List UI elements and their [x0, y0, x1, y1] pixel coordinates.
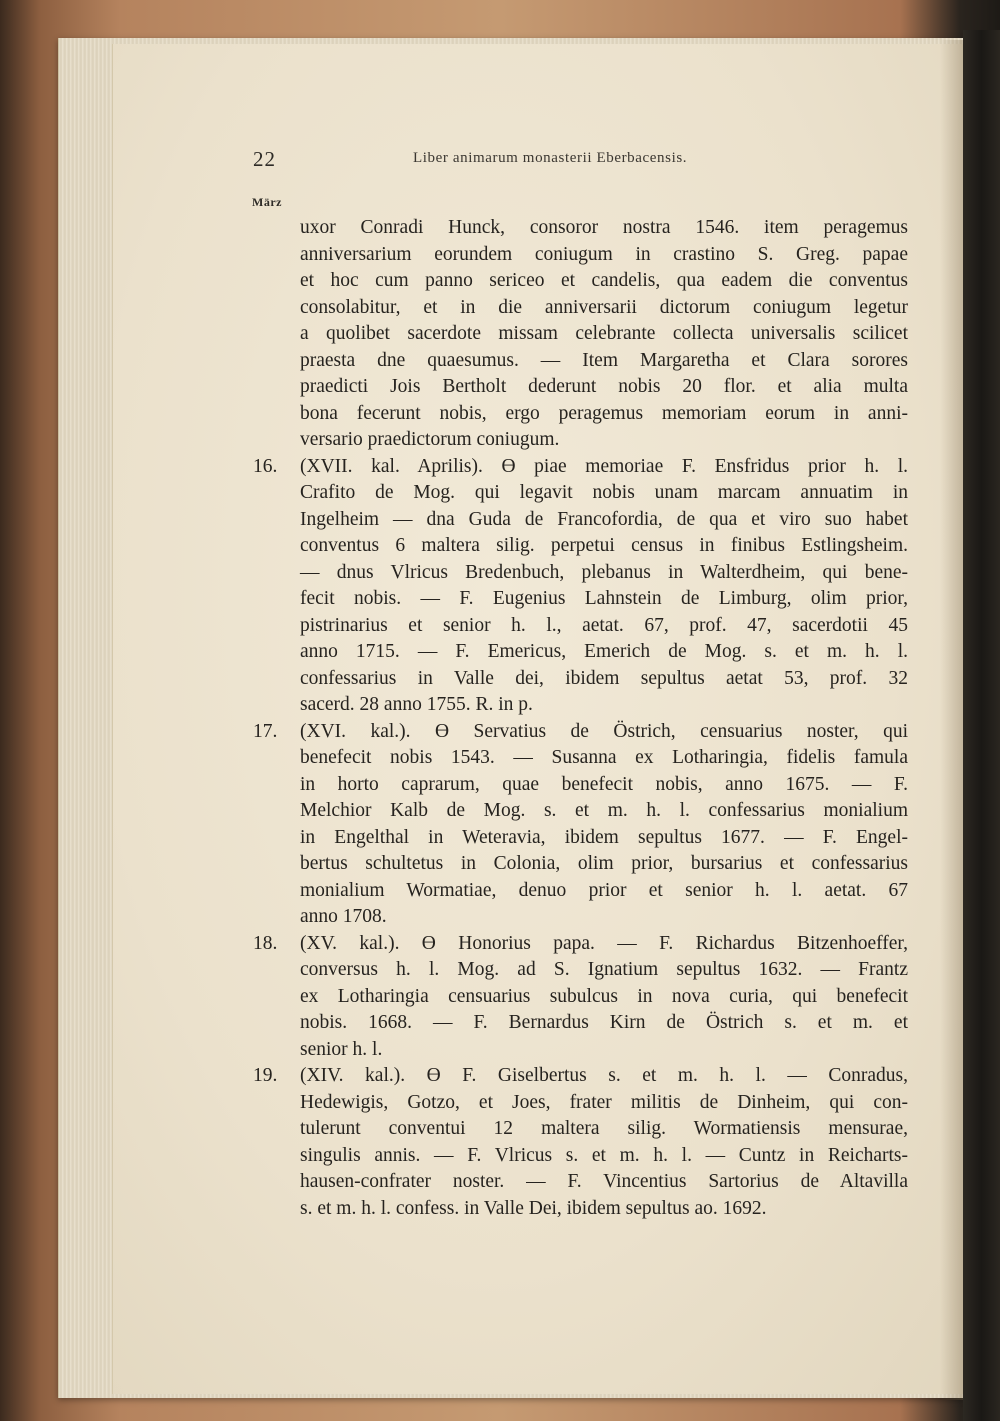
text-line: bona fecerunt nobis, ergo peragemus memoriam eorum in anni-: [300, 402, 908, 424]
entry: [253, 931, 908, 1064]
text-line: pistrinarius et senior h. l., aetat. 67, prof. 47, sacerdotii 45: [300, 614, 908, 636]
text-block: [253, 215, 908, 1222]
text-line: Crafito de Mog. qui legavit nobis unam marcam annuatim in: [300, 482, 908, 503]
text-line: anno 1715. — F. Emericus, Emerich de Mog. s. et m. h. l.: [300, 641, 908, 662]
text-line: a quolibet sacerdote missam celebrante collecta universalis scilicet: [300, 323, 908, 344]
text-line: s. et m. h. l. confess. in Valle Dei, ibidem sepultus ao. 1692.: [300, 1197, 767, 1219]
text-line: (XVI. kal.). ϴ Servatius de Östrich, censuarius noster, qui: [300, 720, 908, 742]
text-line: tulerunt conventui 12 maltera silig. Wormatiensis mensurae,: [300, 1118, 908, 1139]
text-line: praedicti Jois Bertholt dederunt nobis 20 flor. et alia multa: [300, 376, 908, 397]
page-number: 22: [253, 147, 276, 171]
text-line: senior h. l.: [300, 1038, 383, 1060]
text-line: anno 1708.: [300, 906, 387, 927]
book-spine: [963, 30, 1000, 1421]
text-line: Hedewigis, Gotzo, et Joes, frater militis de Dinheim, qui con-: [300, 1091, 908, 1113]
text-line: et hoc cum panno sericeo et candelis, qua eadem die conventus: [300, 270, 908, 291]
text-line: anniversarium eorundem coniugum in crastino S. Greg. papae: [300, 243, 908, 265]
entry: [253, 215, 908, 454]
text-line: singulis annis. — F. Vlricus s. et m. h. l. — Cuntz in Reicharts-: [300, 1144, 908, 1166]
text-line: (XV. kal.). ϴ Honorius papa. — F. Richardus Bitzenhoeffer,: [300, 932, 908, 954]
text-line: — dnus Vlricus Bredenbuch, plebanus in Walterdheim, qui bene-: [300, 561, 908, 583]
text-line: fecit nobis. — F. Eugenius Lahnstein de Limburg, olim prior,: [300, 588, 908, 609]
running-head: Liber animarum monasterii Eberbacensis.: [413, 150, 688, 166]
entry-number: 18.: [253, 932, 278, 954]
margin-month-note: März: [252, 195, 282, 209]
text-line: hausen-confrater noster. — F. Vincentius Sartorius de Altavilla: [300, 1171, 908, 1192]
text-line: bertus schultetus in Colonia, olim prior, bursarius et confessarius: [300, 853, 908, 874]
text-line: benefecit nobis 1543. — Susanna ex Lotharingia, fidelis famula: [300, 747, 908, 768]
text-line: consolabitur, et in die anniversarii dictorum coniugum legetur: [300, 296, 908, 318]
text-line: confessarius in Valle dei, ibidem sepultus aetat 53, prof. 32: [300, 667, 908, 689]
text-line: in horto caprarum, quae benefecit nobis, anno 1675. — F.: [300, 773, 908, 795]
text-line: (XVII. kal. Aprilis). ϴ piae memoriae F. Ensfridus prior h. l.: [300, 455, 908, 477]
text-line: sacerd. 28 anno 1755. R. in p.: [300, 694, 533, 715]
text-line: versario praedictorum coniugum.: [300, 429, 560, 450]
entry: [253, 454, 908, 719]
entry: [253, 719, 908, 931]
page-header: [253, 147, 913, 175]
text-line: nobis. 1668. — F. Bernardus Kirn de Östrich s. et m. et: [300, 1012, 908, 1033]
text-line: conventus 6 maltera silig. perpetui census in finibus Estlingsheim.: [300, 535, 908, 556]
text-line: praesta dne quaesumus. — Item Margaretha et Clara sorores: [300, 349, 908, 371]
text-line: conversus h. l. Mog. ad S. Ignatium sepultus 1632. — Frantz: [300, 959, 908, 980]
text-line: in Engelthal in Weteravia, ibidem sepultus 1677. — F. Engel-: [300, 826, 908, 848]
text-line: uxor Conradi Hunck, consoror nostra 1546. item peragemus: [300, 217, 908, 238]
page-gutter-shadow: [940, 40, 964, 1400]
entry: [253, 1063, 908, 1222]
text-line: monialium Wormatiae, denuo prior et senior h. l. aetat. 67: [300, 879, 908, 901]
text-line: Ingelheim — dna Guda de Francofordia, de qua et viro suo habet: [300, 508, 908, 530]
entry-number: 17.: [253, 720, 278, 742]
entry-number: 16.: [253, 455, 278, 477]
text-line: ex Lotharingia censuarius subulcus in nova curia, qui benefecit: [300, 985, 908, 1007]
entry-number: 19.: [253, 1065, 278, 1086]
text-line: (XIV. kal.). ϴ F. Giselbertus s. et m. h. l. — Conradus,: [300, 1065, 908, 1086]
text-line: Melchior Kalb de Mog. s. et m. h. l. confessarius monialium: [300, 800, 908, 821]
